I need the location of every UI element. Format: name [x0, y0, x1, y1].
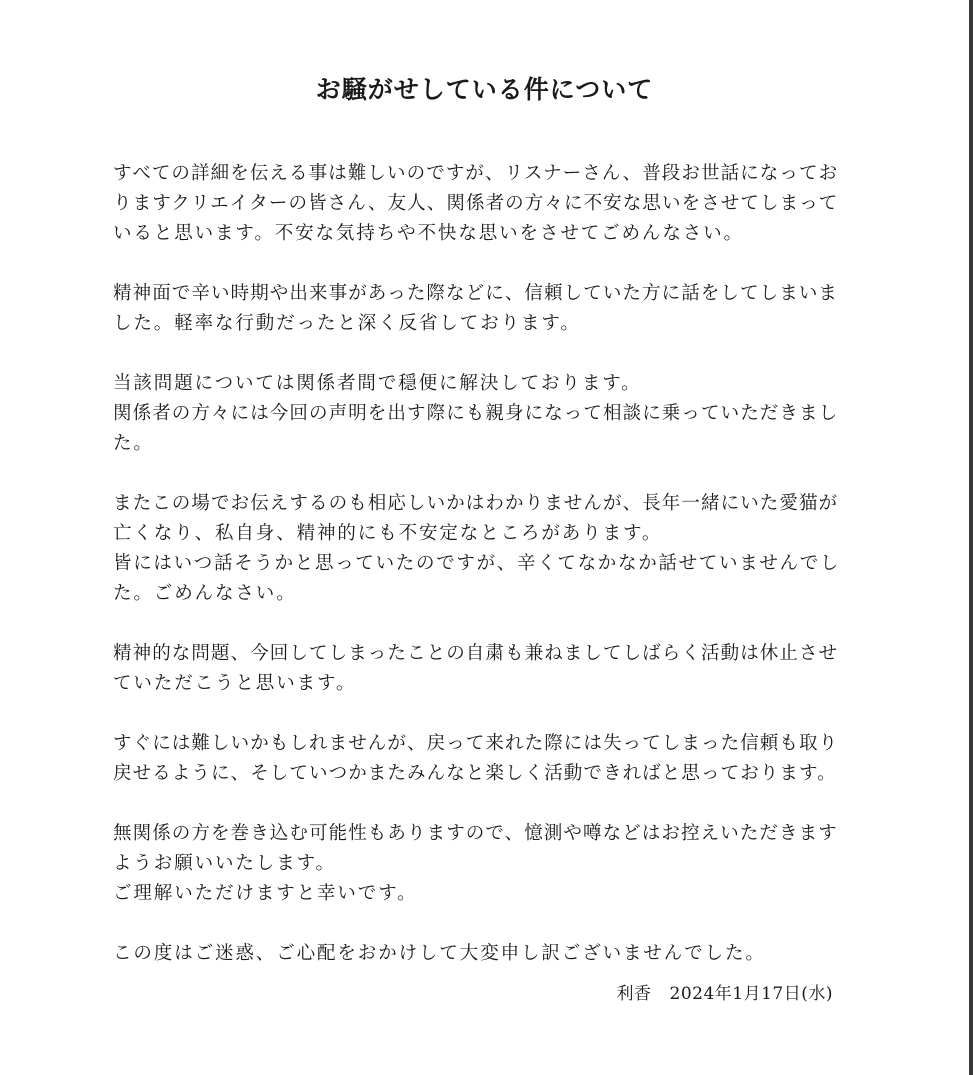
text-line: すべての詳細を伝える事は難しいのですが、リスナーさん、普段お世話になってお: [113, 163, 839, 184]
text-line: ご理解いただけますと幸いです。: [113, 883, 418, 904]
text-line: またこの場でお伝えするのも相応しいかはわかりませんが、長年一緒にいた愛猫が: [113, 493, 839, 514]
paragraph-8: [113, 939, 841, 969]
text-line: 関係者の方々には今回の声明を出す際にも親身になって相談に乗っていただきまし: [113, 403, 839, 424]
text-line: いると思います。不安な気持ちや不快な思いをさせてごめんなさい。: [113, 223, 744, 244]
signature: [617, 979, 833, 1009]
paragraph-4: [113, 489, 841, 609]
text-line: すぐには難しいかもしれませんが、戻って来れた際には失ってしまった信頼も取り: [113, 733, 839, 754]
text-line: した。軽率な行動だったと深く反省しております。: [113, 313, 581, 334]
document-title: お騒がせしている件について: [315, 75, 654, 104]
text-line: 戻せるように、そしていつかまたみんなと楽しく活動できればと思っております。: [113, 763, 837, 784]
paragraph-7: [113, 819, 841, 909]
text-line: 皆にはいつ話そうかと思っていたのですが、辛くてなかなか話せていませんでし: [113, 553, 841, 574]
text-line: 亡くなり、私自身、精神的にも不安定なところがあります。: [113, 523, 663, 544]
document-body: [113, 159, 841, 999]
text-line: 無関係の方を巻き込む可能性もありますので、憶測や噂などはお控えいただきます: [113, 823, 838, 844]
text-line: ていただこうと思います。: [113, 673, 357, 694]
text-line: た。ごめんなさい。: [113, 583, 297, 604]
text-line: 精神面で辛い時期や出来事があった際などに、信頼していた方に話をしてしまいま: [113, 283, 839, 304]
text-line: 当該問題については関係者間で穏便に解決しております。: [113, 373, 642, 394]
paragraph-2: [113, 279, 841, 339]
text-line: ようお願いいたします。: [113, 853, 336, 874]
paragraph-3: [113, 369, 841, 459]
signature-date: 2024年1月17日(水): [669, 984, 833, 1004]
text-line: この度はご迷惑、ご心配をおかけして大変申し訳ございませんでした。: [113, 943, 766, 964]
paragraph-5: [113, 639, 841, 699]
text-line: た。: [113, 433, 154, 454]
paragraph-6: [113, 729, 841, 789]
paragraph-1: [113, 159, 841, 249]
text-line: 精神的な問題、今回してしまったことの自粛も兼ねましてしばらく活動は休止させ: [113, 643, 839, 664]
text-line: りますクリエイターの皆さん、友人、関係者の方々に不安な思いをさせてしまって: [113, 193, 839, 214]
signature-name: 利香: [616, 984, 652, 1004]
